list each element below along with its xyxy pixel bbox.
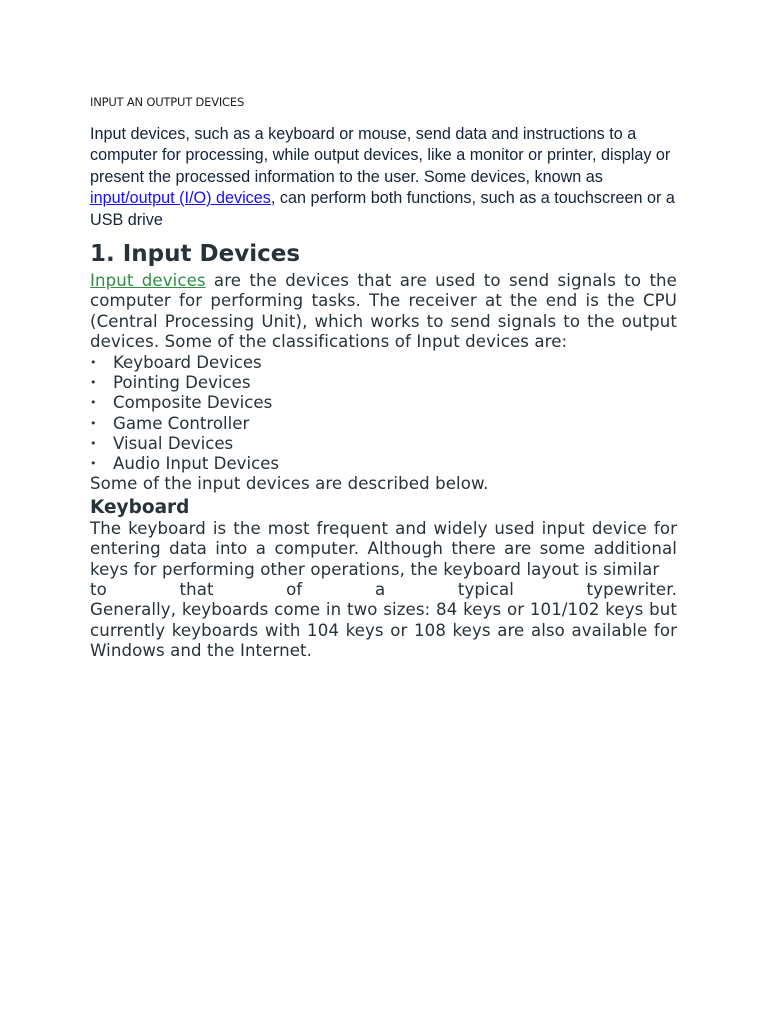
bullet-icon: • (90, 375, 97, 389)
intro-text-before-link: Input devices, such as a keyboard or mouse, send data and instructions to a computer for processing, while output devices, like a monitor or printer, display or present the processed information to the user. Some devices, known as (90, 125, 671, 186)
list-item (90, 373, 677, 393)
list-item (90, 393, 677, 413)
input-devices-paragraph (90, 271, 677, 353)
bullet-icon: • (90, 416, 97, 430)
keyboard-paragraph (90, 519, 677, 662)
bullet-icon: • (90, 355, 97, 369)
input-devices-heading: 1. Input Devices (90, 241, 301, 268)
list-item-label: Game Controller (113, 413, 250, 433)
io-devices-link[interactable]: input/output (I/O) devices (90, 189, 271, 208)
keyboard-heading: Keyboard (90, 496, 190, 518)
intro-text-after-link: , can perform both functions, such as a touchscreen or a USB drive (90, 189, 675, 229)
list-item (90, 353, 677, 373)
list-item-label: Visual Devices (113, 433, 234, 453)
document-page (90, 94, 677, 662)
input-devices-text: are the devices that are used to send signals to the computer for performing tasks. The receiver at the end is the CPU (Central Processing Unit), which works to send signals to the output devices. Some of the classifications of Input devices are: (90, 271, 677, 352)
bullet-icon: • (90, 436, 97, 450)
devices-described-below-text: Some of the input devices are described below. (90, 474, 489, 494)
document-title: INPUT AN OUTPUT DEVICES (90, 95, 245, 109)
list-item-label: Pointing Devices (113, 372, 251, 392)
keyboard-text-part2: Generally, keyboards come in two sizes: 84 keys or 101/102 keys but currently keyboards with 104 keys or 108 keys are also available for Windows and the Internet. (90, 600, 677, 661)
list-item (90, 414, 677, 434)
keyboard-text-part1: The keyboard is the most frequent and widely used input device for entering data into a computer. Although there are some additional keys for performing other operations, the keyboard layout is similar (90, 518, 677, 579)
input-device-classification-list (90, 353, 677, 475)
input-devices-link[interactable]: Input devices (90, 271, 206, 291)
intro-paragraph (90, 124, 677, 231)
list-item-label: Composite Devices (113, 393, 273, 413)
list-item-label: Audio Input Devices (113, 454, 280, 474)
bullet-icon: • (90, 457, 97, 471)
bullet-icon: • (90, 396, 97, 410)
list-item-label: Keyboard Devices (113, 352, 262, 372)
keyboard-text-stretched-line: to that of a typical typewriter. (90, 580, 677, 600)
list-item (90, 434, 677, 454)
list-item (90, 454, 677, 474)
